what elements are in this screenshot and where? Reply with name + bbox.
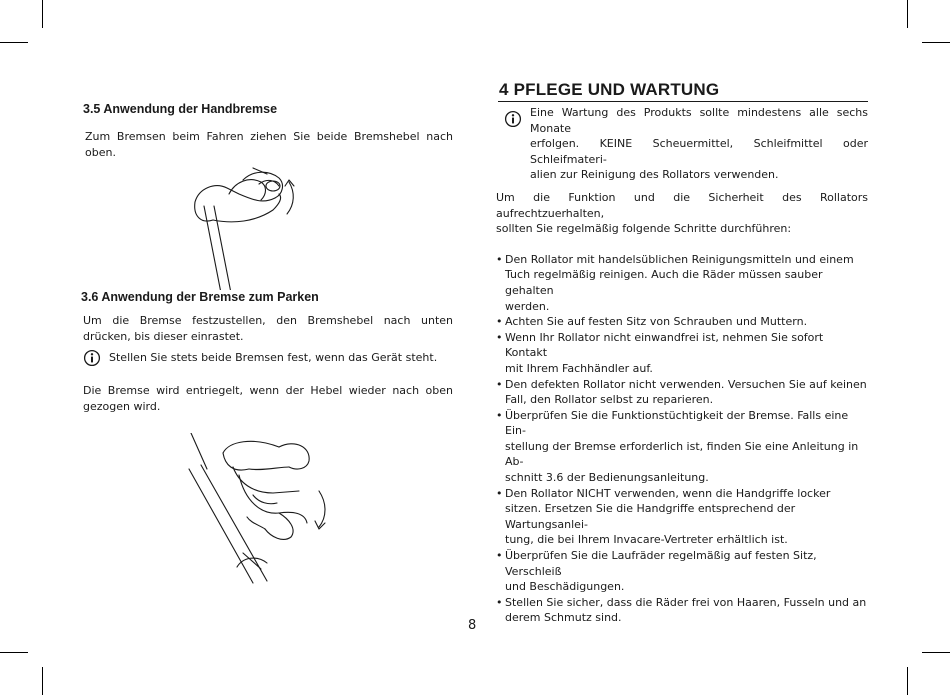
right-column (496, 80, 868, 626)
section-3-6-heading: 3.6 Anwendung der Bremse zum Parken (81, 290, 319, 305)
list-item: • Überprüfen Sie die Laufräder regelmäßig auf festen Sitz, Verschleiß und Beschädigungen. (496, 548, 868, 595)
crop-mark (922, 42, 950, 43)
crop-mark (907, 0, 908, 28)
chapter-title: 4 PFLEGE UND WARTUNG (499, 80, 720, 99)
crop-mark (42, 667, 43, 695)
note-line: Eine Wartung des Produkts sollte mindestens alle sechs Monate (530, 106, 868, 135)
crop-mark (922, 652, 950, 653)
section-3-6-text: Um die Bremse festzustellen, den Bremshebel nach unten drücken, bis dieser einrastet. (83, 314, 453, 343)
list-item-line: Den Rollator mit handelsüblichen Reinigungsmitteln und einem (505, 252, 854, 266)
crop-mark (0, 652, 28, 653)
info-note-text: Stellen Sie stets beide Bremsen fest, wenn das Gerät steht. (109, 351, 438, 365)
list-item-line: mit Ihrem Fachhändler auf. (505, 361, 653, 375)
list-item-line: Überprüfen Sie die Laufräder regelmäßig auf festen Sitz, Verschleiß (505, 549, 817, 578)
list-item: • Wenn Ihr Rollator nicht einwandfrei ist, nehmen Sie sofort Kontakt mit Ihrem Fachhändler auf. (496, 330, 868, 377)
intro-line: Um die Funktion und die Sicherheit des Rollators aufrechtzuerhalten, (496, 190, 868, 220)
list-item: • Überprüfen Sie die Funktionstüchtigkeit der Bremse. Falls eine Ein- stellung der Bremse erforderlich ist, finden Sie eine Anleitung in Ab- schnitt 3.6 der Bedienungsanleitung. (496, 408, 868, 486)
crop-mark (42, 0, 43, 28)
crop-mark (907, 667, 908, 695)
left-column (83, 96, 453, 593)
crop-mark (0, 42, 28, 43)
list-item-line: Den Rollator NICHT verwenden, wenn die Handgriffe locker (505, 486, 831, 500)
list-item-line: Wenn Ihr Rollator nicht einwandfrei ist, nehmen Sie sofort Kontakt (505, 330, 824, 360)
list-item-line: Stellen Sie sicher, dass die Räder frei von Haaren, Fusseln und an (505, 595, 867, 609)
list-item-line: Überprüfen Sie die Funktionstüchtigkeit der Bremse. Falls eine Ein- (505, 408, 849, 438)
info-icon (83, 349, 101, 367)
list-item-line: Tuch regelmäßig reinigen. Auch die Räder müssen sauber gehalten (505, 268, 823, 297)
list-item-line: stellung der Bremse erforderlich ist, finden Sie eine Anleitung in Ab- (505, 439, 859, 469)
maintenance-note-text (530, 105, 868, 183)
list-item-line: und Beschädigungen. (505, 580, 625, 594)
list-item-line: sitzen. Ersetzen Sie die Handgriffe entsprechend der Wartungsanlei- (505, 502, 796, 531)
list-item: • Den Rollator mit handelsüblichen Reinigungsmitteln und einem Tuch regelmäßig reinigen. Auch die Räder müssen sauber gehalten werden. (496, 252, 868, 314)
intro-line: sollten Sie regelmäßig folgende Schritte durchführen: (496, 222, 792, 236)
list-item: • Achten Sie auf festen Sitz von Schrauben und Muttern. (496, 314, 868, 330)
title-underline (498, 101, 868, 102)
list-item: • Den Rollator NICHT verwenden, wenn die Handgriffe locker sitzen. Ersetzen Sie die Handgriffe entsprechend der Wartungsanlei- tung, die bei Ihrem Invacare-Vertreter erhältlich ist. (496, 486, 868, 548)
info-icon (504, 110, 522, 128)
list-item-line: Den defekten Rollator nicht verwenden. Versuchen Sie auf keinen (505, 377, 867, 391)
maintenance-steps-list (496, 252, 868, 626)
maintenance-note (504, 105, 868, 183)
section-3-5-heading: 3.5 Anwendung der Handbremse (83, 102, 278, 116)
parking-brake-illustration (83, 433, 453, 593)
list-item-line: Fall, den Rollator selbst zu reparieren. (505, 393, 714, 407)
list-item: • Den defekten Rollator nicht verwenden. Versuchen Sie auf keinen Fall, den Rollator selbst zu reparieren. (496, 377, 867, 407)
list-item-line: werden. (505, 299, 550, 313)
list-item-line: tung, die bei Ihrem Invacare-Vertreter erhältlich ist. (505, 533, 788, 547)
note-line: alien zur Reinigung des Rollators verwenden. (530, 168, 779, 182)
page-number: 8 (468, 618, 477, 633)
info-note (83, 349, 453, 367)
intro-text (496, 190, 868, 237)
list-item: • Stellen Sie sicher, dass die Räder frei von Haaren, Fusseln und an derem Schmutz sind. (496, 595, 867, 625)
list-item-line: schnitt 3.6 der Bedienungsanleitung. (505, 471, 709, 485)
section-3-5-text: Zum Bremsen beim Fahren ziehen Sie beide Bremshebel nach oben. (85, 130, 453, 159)
handbrake-illustration (83, 164, 453, 290)
note-line: erfolgen. KEINE Scheuermittel, Schleifmittel oder Schleifmateri- (530, 137, 868, 166)
section-3-6-release-text: Die Bremse wird entriegelt, wenn der Hebel wieder nach oben gezogen wird. (83, 384, 453, 413)
list-item-line: Achten Sie auf festen Sitz von Schrauben und Muttern. (505, 315, 808, 329)
list-item-line: derem Schmutz sind. (505, 611, 622, 625)
